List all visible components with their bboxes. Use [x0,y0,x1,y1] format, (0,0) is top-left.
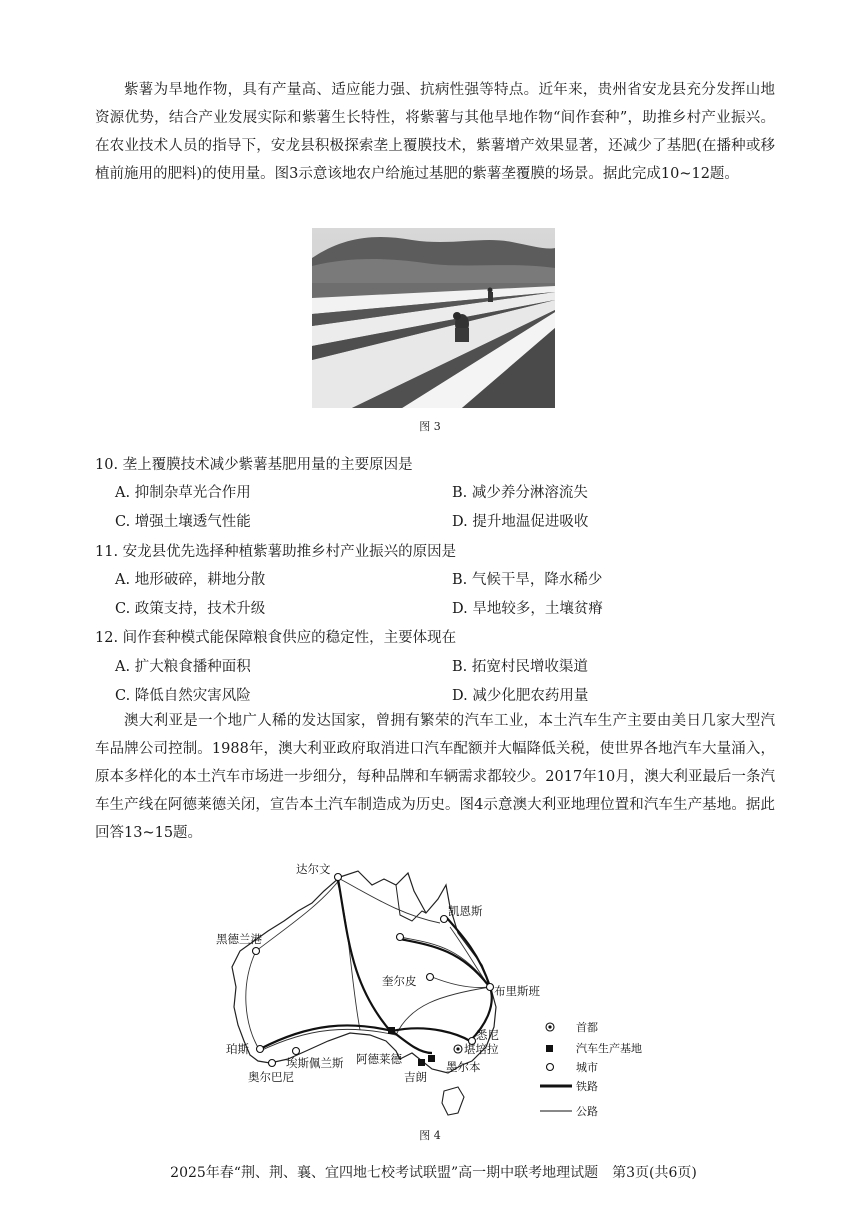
auto-base-adelaide [388,1027,395,1034]
capital-marker-canberra [454,1045,462,1053]
label-esperance: 埃斯佩兰斯 [286,1056,344,1070]
question-10-option-b: B. 减少养分淋溶流失 [452,485,588,501]
question-12-option-d: D. 减少化肥农药用量 [452,688,589,704]
city-marker-esperance [293,1048,300,1055]
city-marker-quilpie [427,974,434,981]
question-12-stem: 12. 间作套种模式能保障粮食供应的稳定性，主要体现在 [95,630,457,646]
question-10-option-c: C. 增强土壤透气性能 [115,514,251,530]
question-10-option-d: D. 提升地温促进吸收 [452,514,589,530]
label-brisbane: 布里斯班 [494,984,540,998]
city-marker-perth [257,1046,264,1053]
question-12-option-a: A. 扩大粮食播种面积 [115,659,251,675]
label-canberra: 堪培拉 [464,1042,499,1056]
city-marker-brisbane [487,984,494,991]
question-11-option-a: A. 地形破碎，耕地分散 [115,572,266,588]
legend-railway: 铁路 [576,1080,598,1093]
question-10-option-a: A. 抑制杂草光合作用 [115,485,251,501]
figure-3-photo [312,228,555,408]
label-sydney: 悉尼 [476,1028,499,1042]
label-hedland: 黑德兰港 [216,932,262,946]
legend-capital-icon [546,1023,554,1031]
gulf-carpentaria [396,885,426,921]
label-albany: 奥尔巴尼 [248,1070,294,1084]
passage-purple-sweet-potato: 紫薯为旱地作物，具有产量高、适应能力强、抗病性强等特点。近年来，贵州省安龙县充分发挥山地资源优势，结合产业发展实际和紫薯生长特性，将紫薯与其他旱地作物“间作套种”，助推乡村产业振兴。在农业技术人员的指导下，安龙县积极探索垄上覆膜技术，紫薯增产效果显著，还减少了基肥(在播种或移植前施用的肥料)的使用量。图3示意该地农户给施过基肥的紫薯垄覆膜的场景。据此完成10~12题。 [95,82,775,182]
auto-base-melbourne [428,1055,435,1062]
legend-city: 城市 [576,1061,598,1074]
question-11-stem: 11. 安龙县优先选择种植紫薯助推乡村产业振兴的原因是 [95,544,457,560]
label-perth: 珀斯 [226,1042,249,1056]
map-legend [540,1020,642,1118]
legend-base-icon [546,1045,553,1052]
legend-city-icon [547,1064,554,1071]
legend-road: 公路 [576,1105,598,1118]
auto-base-geelong [418,1059,425,1066]
legend-base: 汽车生产基地 [576,1042,642,1055]
figure-4-map [200,855,660,1125]
figure-3-caption: 图 3 [419,420,441,433]
city-marker-cairns [441,916,448,923]
label-cairns: 凯恩斯 [448,904,483,918]
figure-4-caption: 图 4 [419,1129,441,1142]
city-marker-center [397,934,404,941]
label-darwin: 达尔文 [296,862,331,876]
question-11-option-c: C. 政策支持，技术升级 [115,601,266,617]
label-quilpie: 奎尔皮 [382,974,417,988]
tasmania-outline [442,1087,464,1115]
label-geelong: 吉朗 [404,1070,427,1084]
farm-field-illustration [312,228,555,408]
question-11-option-d: D. 旱地较多，土壤贫瘠 [452,601,603,617]
question-12-option-b: B. 拓宽村民增收渠道 [452,659,588,675]
legend-capital: 首都 [576,1021,598,1034]
page-footer: 2025年春“荆、荆、襄、宜四地七校考试联盟”高一期中联考地理试题 第3页(共6页) [170,1165,697,1181]
passage-australia-auto: 澳大利亚是一个地广人稀的发达国家，曾拥有繁荣的汽车工业，本土汽车生产主要由美日几家大型汽车品牌公司控制。1988年，澳大利亚政府取消进口汽车配额并大幅降低关税，使世界各地汽车大量涌入，原本多样化的本土汽车市场进一步细分，每种品牌和车辆需求都较少。2017年10月，澳大利亚最后一条汽车生产线在阿德莱德关闭，宣告本土汽车制造成为历史。图4示意澳大利亚地理位置和汽车生产基地。据此回答13~15题。 [95,713,775,841]
city-markers [253,874,494,1067]
city-marker-darwin [335,874,342,881]
australia-map [200,855,660,1125]
question-11-option-b: B. 气候干旱，降水稀少 [452,572,603,588]
city-marker-hedland [253,948,260,955]
label-adelaide: 阿德莱德 [356,1052,402,1066]
label-melbourne: 墨尔本 [446,1060,481,1074]
question-10-stem: 10. 垄上覆膜技术减少紫薯基肥用量的主要原因是 [95,457,413,473]
city-marker-albany [269,1060,276,1067]
question-12-option-c: C. 降低自然灾害风险 [115,688,251,704]
